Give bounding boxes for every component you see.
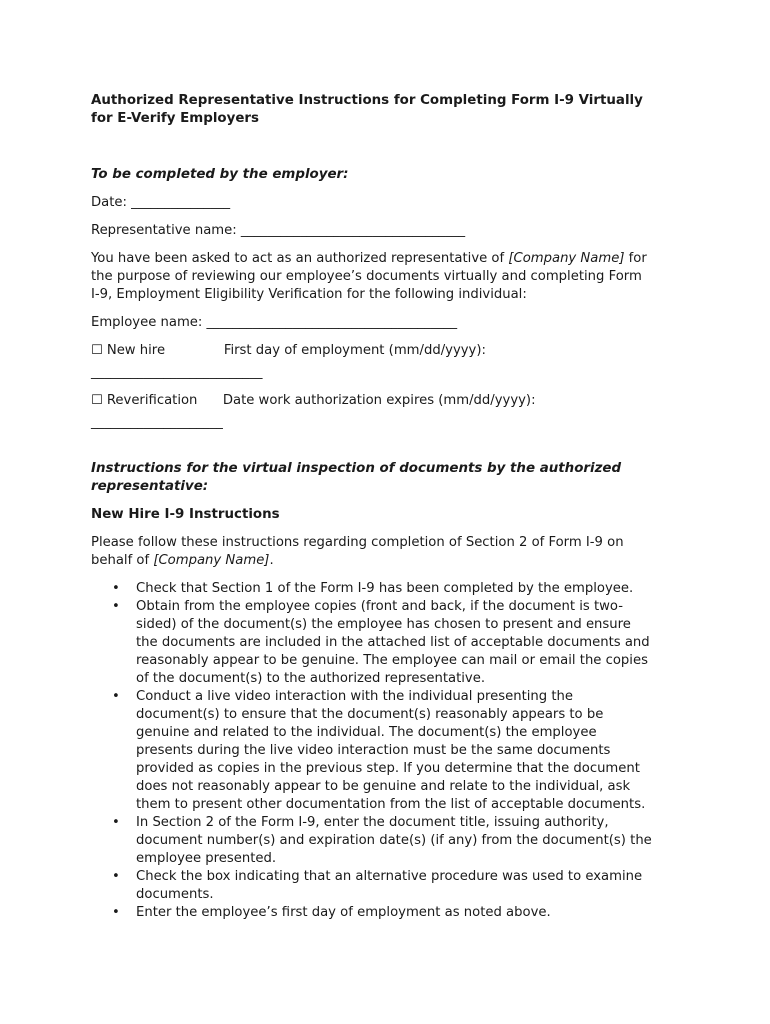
list-item-line: them to present other documentation from the list of acceptable documents.	[136, 797, 646, 812]
list-item-line: document(s) to ensure that the document(s) reasonably appears to be	[136, 707, 604, 722]
list-item	[91, 580, 691, 598]
expiration-label: Date work authorization expires (mm/dd/yyyy):	[222, 393, 536, 408]
intro-prefix: You have been asked to act as an authorized representative of	[91, 251, 509, 266]
document-page	[91, 92, 691, 922]
list-item-line: Conduct a live video interaction with the individual presenting the	[136, 689, 573, 704]
instructions-heading-line-2: representative:	[91, 479, 209, 494]
new-hire-option	[91, 342, 691, 382]
instructions-heading	[91, 460, 691, 496]
employer-section-heading: To be completed by the employer:	[91, 167, 349, 182]
list-item-line: Enter the employee’s first day of employment as noted above.	[136, 905, 551, 920]
follow-line-1: Please follow these instructions regarding completion of Section 2 of Form I-9 on	[91, 535, 624, 550]
list-item-line: sided) of the document(s) the employee has chosen to present and ensure	[136, 617, 631, 632]
list-item-line: reasonably appear to be genuine. The employee can mail or email the copies	[136, 653, 648, 668]
list-item-line: genuine and related to the individual. The document(s) the employee	[136, 725, 597, 740]
list-item-line: Obtain from the employee copies (front and back, if the document is two-	[136, 599, 623, 614]
employee-name-field: Employee name: ______________________________________	[91, 315, 458, 330]
instruction-list	[91, 580, 691, 922]
list-item-line: documents.	[136, 887, 214, 902]
list-item	[91, 868, 691, 904]
intro-line-2: the purpose of reviewing our employee’s documents virtually and completing Form	[91, 269, 642, 284]
follow-company-placeholder: [Company Name]	[153, 553, 270, 568]
intro-paragraph	[91, 250, 691, 304]
reverification-option	[91, 392, 691, 432]
bullet-icon: •	[112, 581, 120, 596]
document-title	[91, 92, 691, 128]
list-item	[91, 904, 691, 922]
list-item-line: Check the box indicating that an alternative procedure was used to examine	[136, 869, 643, 884]
bullet-icon: •	[112, 599, 120, 614]
bullet-icon: •	[112, 869, 120, 884]
list-item	[91, 814, 691, 868]
first-day-label: First day of employment (mm/dd/yyyy):	[223, 343, 486, 358]
company-name-placeholder: [Company Name]	[508, 251, 625, 266]
list-item-line: employee presented.	[136, 851, 277, 866]
representative-name-field: Representative name: __________________________________	[91, 223, 466, 238]
list-item	[91, 598, 691, 688]
date-field: Date: _______________	[91, 195, 231, 210]
expiration-blank: ____________________	[91, 415, 223, 430]
list-item-line: provided as copies in the previous step. If you determine that the document	[136, 761, 640, 776]
title-line-1: Authorized Representative Instructions for Completing Form I-9 Virtually	[91, 93, 643, 108]
first-day-blank: __________________________	[91, 365, 263, 380]
follow-paragraph	[91, 534, 691, 570]
new-hire-label: New hire	[106, 343, 166, 358]
new-hire-heading: New Hire I-9 Instructions	[91, 507, 280, 522]
list-item-line: document number(s) and expiration date(s) (if any) from the document(s) the	[136, 833, 652, 848]
intro-suffix: for	[624, 251, 647, 266]
list-item	[91, 688, 691, 814]
reverification-label: Reverification	[106, 393, 198, 408]
bullet-icon: •	[112, 905, 120, 920]
follow-suffix: .	[269, 553, 274, 568]
new-hire-checkbox[interactable]: ☐	[91, 343, 103, 358]
bullet-icon: •	[112, 815, 120, 830]
list-item-line: of the document(s) to the authorized representative.	[136, 671, 486, 686]
list-item-line: the documents are included in the attached list of acceptable documents and	[136, 635, 650, 650]
bullet-icon: •	[112, 689, 120, 704]
list-item-line: Check that Section 1 of the Form I-9 has been completed by the employee.	[136, 581, 634, 596]
reverification-checkbox[interactable]: ☐	[91, 393, 103, 408]
list-item-line: presents during the live video interaction must be the same documents	[136, 743, 611, 758]
title-line-2: for E-Verify Employers	[91, 111, 260, 126]
list-item-line: In Section 2 of the Form I-9, enter the document title, issuing authority,	[136, 815, 609, 830]
intro-line-3: I-9, Employment Eligibility Verification for the following individual:	[91, 287, 527, 302]
follow-prefix: behalf of	[91, 553, 154, 568]
list-item-line: does not reasonably appear to be genuine and relate to the individual, ask	[136, 779, 631, 794]
instructions-heading-line-1: Instructions for the virtual inspection of documents by the authorized	[91, 461, 622, 476]
